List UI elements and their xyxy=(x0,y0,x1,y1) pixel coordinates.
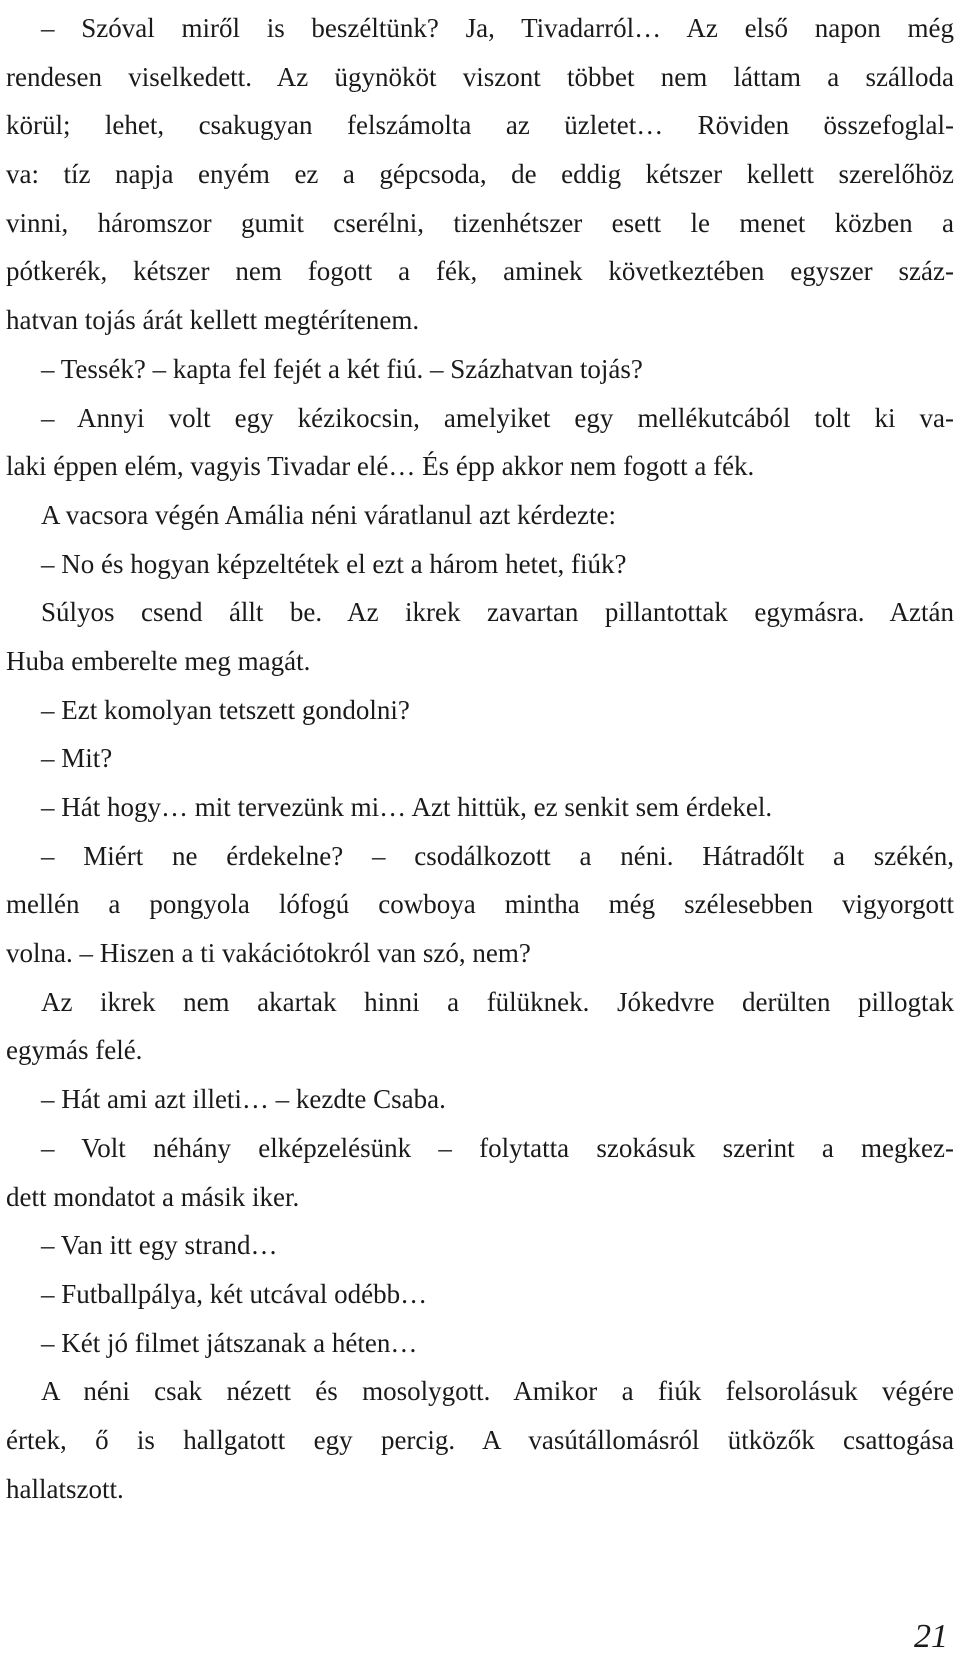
text-body xyxy=(6,4,954,1513)
text-line-22: egymás felé. xyxy=(6,1035,143,1066)
text-line-2: rendesen viselkedett. Az ügynököt viszont többet nem láttam a szálloda xyxy=(6,61,954,92)
text-line-5: vinni, háromszor gumit cserélni, tizenhétszer esett le menet közben a xyxy=(6,207,954,238)
text-line-4: va: tíz napja enyém ez a gépcsoda, de eddig kétszer kellett szerelőhöz xyxy=(6,159,954,190)
text-line-30: értek, ő is hallgatott egy percig. A vasútállomásról ütközők csattogása xyxy=(6,1424,954,1455)
text-line-26: – Van itt egy strand… xyxy=(41,1230,278,1261)
text-line-14: Huba emberelte meg magát. xyxy=(6,645,311,676)
text-line-20: volna. – Hiszen a ti vakációtokról van szó, nem? xyxy=(6,938,531,969)
text-line-9: – Annyi volt egy kézikocsin, amelyiket egy mellékutcából tolt ki va- xyxy=(41,402,954,433)
text-line-17: – Hát hogy… mit tervezünk mi… Azt hittük, ez senkit sem érdekel. xyxy=(41,792,773,822)
text-line-27: – Futballpálya, két utcával odébb… xyxy=(41,1278,428,1309)
text-line-8: – Tessék? – kapta fel fejét a két fiú. – Százhatvan tojás? xyxy=(41,353,643,384)
text-line-21: Az ikrek nem akartak hinni a fülüknek. Jókedvre derülten pillogtak xyxy=(41,986,954,1017)
text-line-24: – Volt néhány elképzelésünk – folytatta szokásuk szerint a megkez- xyxy=(41,1132,954,1163)
text-line-29: A néni csak nézett és mosolygott. Amikor a fiúk felsorolásuk végére xyxy=(41,1376,954,1407)
text-line-1: – Szóval miről is beszéltünk? Ja, Tivadarról… Az első napon még xyxy=(41,13,954,43)
text-line-12: – No és hogyan képzeltétek el ezt a három hetet, fiúk? xyxy=(41,548,627,579)
text-line-11: A vacsora végén Amália néni váratlanul azt kérdezte: xyxy=(41,499,616,530)
text-line-15: – Ezt komolyan tetszett gondolni? xyxy=(41,694,410,725)
text-line-10: laki éppen elém, vagyis Tivadar elé… És épp akkor nem fogott a fék. xyxy=(6,451,755,482)
text-line-23: – Hát ami azt illeti… – kezdte Csaba. xyxy=(41,1084,446,1115)
text-line-19: mellén a pongyola lófogú cowboya mintha még szélesebben vigyorgott xyxy=(6,889,954,920)
text-line-28: – Két jó filmet játszanak a héten… xyxy=(41,1327,418,1358)
text-line-31: hallatszott. xyxy=(6,1473,124,1504)
text-line-25: dett mondatot a másik iker. xyxy=(6,1181,300,1212)
text-line-18: – Miért ne érdekelne? – csodálkozott a néni. Hátradőlt a székén, xyxy=(41,840,954,871)
page-number: 21 xyxy=(914,1618,948,1655)
text-line-3: körül; lehet, csakugyan felszámolta az üzletet… Röviden összefoglal- xyxy=(6,110,954,141)
text-line-7: hatvan tojás árát kellett megtérítenem. xyxy=(6,305,420,336)
text-line-16: – Mit? xyxy=(41,743,113,774)
text-line-13: Súlyos csend állt be. Az ikrek zavartan pillantottak egymásra. Aztán xyxy=(41,597,954,628)
text-line-6: pótkerék, kétszer nem fogott a fék, aminek következtében egyszer száz- xyxy=(6,256,954,287)
